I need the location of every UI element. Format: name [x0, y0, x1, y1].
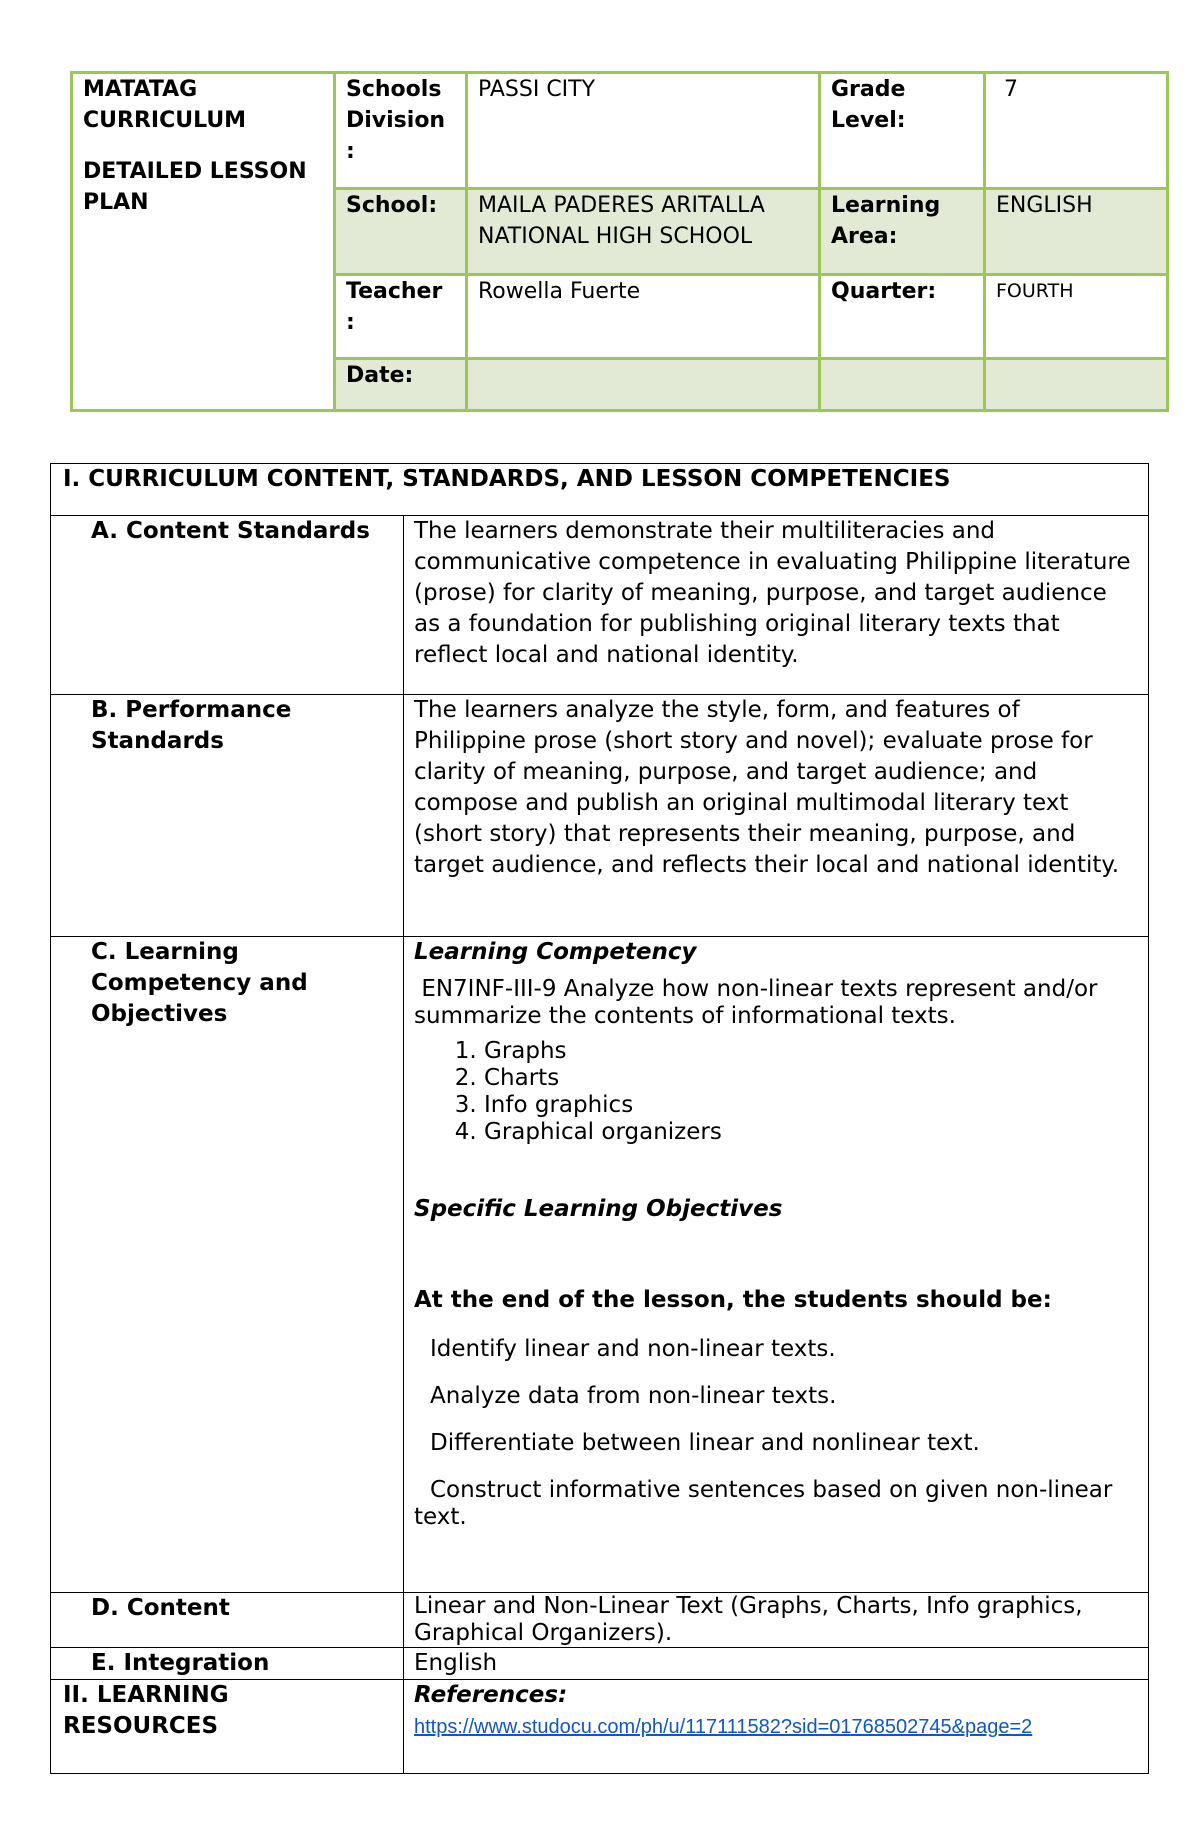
grade-label-line: Level:	[831, 108, 906, 133]
competency-text: EN7INF-III-9 Analyze how non-linear texts represent and/or summarize the contents of informational texts.	[414, 976, 1105, 1029]
teacher-value: Rowella Fuerte	[467, 275, 820, 359]
title-line: CURRICULUM	[83, 108, 247, 133]
division-value: PASSI CITY	[467, 73, 820, 189]
reference-link[interactable]: https://www.studocu.com/ph/u/117111582?sid=01768502745&page=2	[414, 1716, 1033, 1738]
competency-list	[414, 1038, 1138, 1146]
learning-resources-label-line: II. LEARNING	[63, 1682, 229, 1708]
objective-item-text: Construct informative sentences based on given non-linear text.	[414, 1477, 1113, 1530]
performance-standards-text: The learners analyze the style, form, and features of Philippine prose (short story and novel); evaluate prose for clarity of meaning, purpose, and target audience; and compose and publish an original multimodal literary text (short story) that represents their meaning, purpose, and target audience, and reflects their local and national identity.	[404, 695, 1149, 937]
grade-label	[820, 73, 985, 189]
references-heading: References:	[414, 1682, 568, 1708]
empty-cell	[820, 359, 985, 411]
list-item: 4. Graphical organizers	[484, 1119, 1138, 1146]
grade-value-text: 7	[1004, 77, 1018, 102]
objectives-heading: Specific Learning Objectives	[414, 1196, 783, 1222]
learning-resources-label-line: RESOURCES	[63, 1713, 219, 1739]
performance-label-line: Standards	[91, 728, 224, 754]
content-standards-text: The learners demonstrate their multiliteracies and communicative competence in evaluating Philippine literature (prose) for clarity of meaning, purpose, and target audience as a foundation for publishing original literary texts that reflect local and national identity.	[404, 516, 1149, 695]
quarter-value: FOURTH	[985, 275, 1168, 359]
learning-area-label	[820, 189, 985, 275]
performance-standards-label	[51, 695, 404, 937]
title-line: DETAILED LESSON	[83, 159, 307, 184]
content-text: Linear and Non-Linear Text (Graphs, Charts, Info graphics, Graphical Organizers).	[404, 1593, 1149, 1648]
header-table	[70, 71, 1169, 412]
performance-label-line: B. Performance	[91, 697, 292, 723]
empty-cell	[985, 359, 1168, 411]
content-standards-label: A. Content Standards	[51, 516, 404, 695]
title-line: MATATAG	[83, 77, 198, 102]
division-label-line: Division	[346, 108, 446, 133]
competency-label-line: Competency and	[91, 970, 308, 996]
date-value	[467, 359, 820, 411]
grade-label-line: Grade	[831, 77, 906, 102]
section-heading: I. CURRICULUM CONTENT, STANDARDS, AND LESSON COMPETENCIES	[51, 464, 1149, 516]
division-label-line: :	[346, 139, 355, 164]
school-value-line: NATIONAL HIGH SCHOOL	[478, 224, 753, 249]
competency-label	[51, 937, 404, 1593]
competency-label-line: Objectives	[91, 1001, 228, 1027]
learning-area-label-line: Area:	[831, 224, 898, 249]
objective-item: Identify linear and non-linear texts.	[430, 1336, 836, 1362]
objective-item	[414, 1477, 1138, 1531]
references-cell	[404, 1680, 1149, 1774]
division-label-line: Schools	[346, 77, 442, 102]
division-label	[335, 73, 467, 189]
date-label: Date:	[335, 359, 467, 411]
learning-competency-heading: Learning Competency	[414, 939, 697, 965]
objective-item: Analyze data from non-linear texts.	[430, 1383, 837, 1409]
integration-label: E. Integration	[51, 1648, 404, 1680]
school-label: School:	[335, 189, 467, 275]
title-line: PLAN	[83, 190, 149, 215]
quarter-label: Quarter:	[820, 275, 985, 359]
list-item: 1. Graphs	[484, 1038, 1138, 1065]
lesson-plan-table	[50, 463, 1149, 1774]
school-value-line: MAILA PADERES ARITALLA	[478, 193, 765, 218]
objective-item: Differentiate between linear and nonlinear text.	[430, 1430, 980, 1456]
list-item: 3. Info graphics	[484, 1092, 1138, 1119]
objectives-intro: At the end of the lesson, the students should be:	[414, 1287, 1052, 1313]
competency-cell	[404, 937, 1149, 1593]
curriculum-title-cell	[72, 73, 335, 411]
learning-resources-label	[51, 1680, 404, 1774]
content-label: D. Content	[51, 1593, 404, 1648]
teacher-label-line: :	[346, 310, 355, 335]
grade-value	[985, 73, 1168, 189]
list-item: 2. Charts	[484, 1065, 1138, 1092]
integration-text: English	[404, 1648, 1149, 1680]
learning-area-value: ENGLISH	[985, 189, 1168, 275]
school-value	[467, 189, 820, 275]
competency-label-line: C. Learning	[91, 939, 239, 965]
learning-area-label-line: Learning	[831, 193, 941, 218]
teacher-label	[335, 275, 467, 359]
teacher-label-line: Teacher	[346, 279, 443, 304]
